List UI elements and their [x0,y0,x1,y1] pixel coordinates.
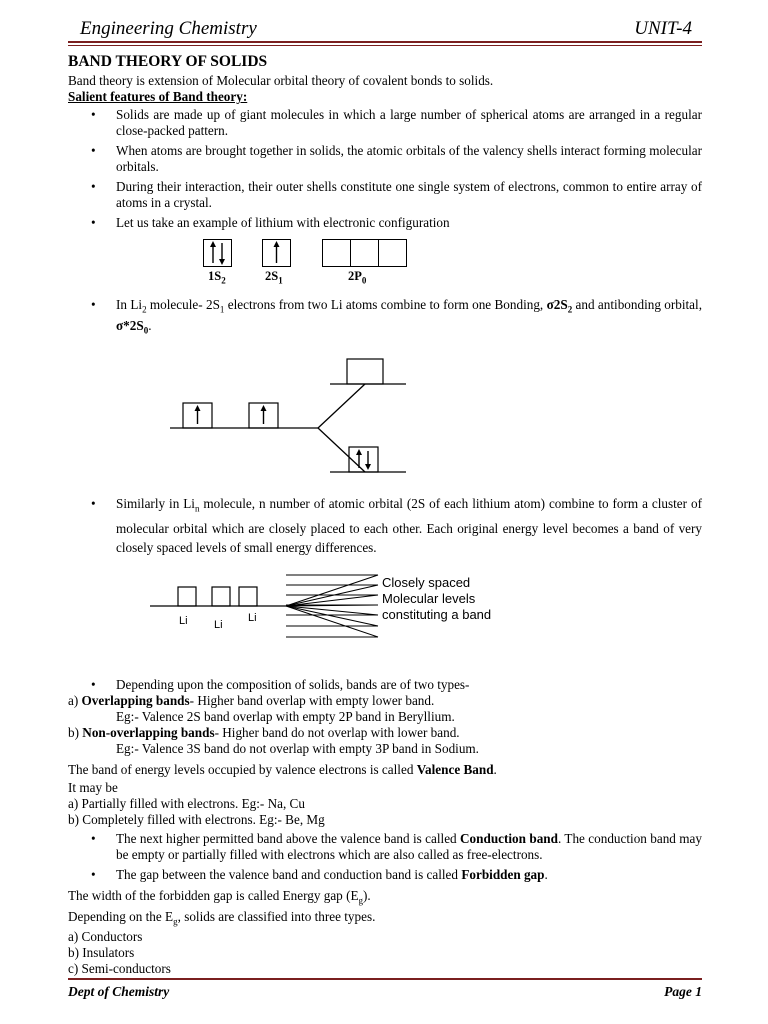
header-unit: UNIT-4 [634,18,692,39]
valence-may-be: It may be [68,779,118,795]
type-b-example: Eg:- Valence 3S band do not overlap with empty 3P band in Sodium. [116,740,479,756]
orbital-2s-arrow [262,239,291,267]
bullet-li2-molecule: • In $Li_2$ molecule- $2S_1$ electrons from two Li atoms combine to form one Bonding, $\sigma 2S_2$ and antibonding orbital, $\sigma*2S_0$. [68,297,702,338]
intro-text: Band theory is extension of Molecular orbital theory of covalent bonds to solids. [68,73,494,88]
type-a-overlapping: a) Overlapping bands- Higher band overlap with empty lower band. [68,692,435,708]
page-content [68,54,702,977]
bullet-lin-molecule: • Similarly in $Li_n$ molecule, n number of atomic orbital (2S of each lithium atom) combine to form a cluster of molecular orbital which are closely placed to each other. Each original energy level becomes a band of very closely spaced levels of small energy differences. [68,494,702,557]
footer-page-number: Page 1 [664,984,702,999]
atom-label-li-2: Li [214,618,223,631]
bullet-orbitals-interact: • When atoms are brought together in solids, the atomic orbitals of the valency shells interact forming molecular orbitals. [68,143,702,175]
atom-label-li-3: Li [248,611,257,624]
band-caption-line-1: Closely spaced [382,574,471,590]
bullet-lithium-example: • Let us take an example of lithium with electronic configuration [68,215,702,231]
bullet-giant-molecules: • Solids are made up of giant molecules in which a large number of spherical atoms are arranged in a regular close-packed pattern. [68,107,702,139]
header-rule [68,41,702,43]
valence-band-definition: The band of energy levels occupied by valence electrons is called Valence Band. [68,761,497,777]
band-formation-figure [68,565,702,677]
footer-rule [68,978,702,980]
label-2p: $2P_0$ [348,269,367,286]
orbital-2p-box-2 [350,239,379,267]
antibonding-orbital [318,359,406,428]
band-caption [382,575,491,623]
li2-mo-diagram [68,342,702,488]
header-rule-thin [68,45,702,46]
class-insulators: b) Insulators [68,945,135,961]
bullet-conduction-band: • The next higher permitted band above the valence band is called Conduction band. The conduction band may be empty or partially filled with electrons which are also called as free-electrons. [68,831,702,863]
electron-configuration-figure [68,235,702,287]
atom-label-li-1: Li [179,614,188,627]
classification-text: Depending on the $E_g$, solids are classified into three types. [68,908,376,927]
valence-partially-filled: a) Partially filled with electrons. Eg:- Na, Cu [68,795,305,811]
bonding-orbital [318,428,406,472]
header-subject: Engineering Chemistry [80,18,257,39]
mo-diagram-svg [68,342,702,488]
salient-heading: Salient features of Band theory: [68,89,248,104]
footer-department: Dept of Chemistry [68,984,170,999]
class-conductors: a) Conductors [68,929,143,945]
orbital-2p-box-3 [378,239,407,267]
class-semiconductors: c) Semi-conductors [68,961,171,977]
band-caption-line-2: Molecular levels [382,590,476,606]
bullet-single-system: • During their interaction, their outer shells constitute one single system of electrons, common to entire array of atoms in a crystal. [68,179,702,211]
label-2s: $2S_1$ [265,269,283,286]
valence-completely-filled: b) Completely filled with electrons. Eg:- Be, Mg [68,811,325,827]
orbital-1s-arrows [203,239,232,267]
label-1s: $1S_2$ [208,269,226,286]
li-atomic-levels [150,587,286,606]
page-title: BAND THEORY OF SOLIDS [68,53,268,70]
band-caption-line-3: constituting a band [382,606,492,622]
orbital-2p-box-1 [322,239,351,267]
bullet-forbidden-gap: • The gap between the valence band and conduction band is called Forbidden gap. [68,867,702,883]
energy-gap-definition: The width of the forbidden gap is called Energy gap $(E_g)$. [68,887,371,906]
type-b-non-overlapping: b) Non-overlapping bands- Higher band do not overlap with lower band. [68,724,460,740]
bullet-band-types: • Depending upon the composition of solids, bands are of two types- [68,677,702,693]
band-fan-lines [286,575,378,637]
atomic-orbital-level [170,403,318,428]
type-a-example: Eg:- Valence 2S band overlap with empty 2P band in Beryllium. [116,708,455,724]
